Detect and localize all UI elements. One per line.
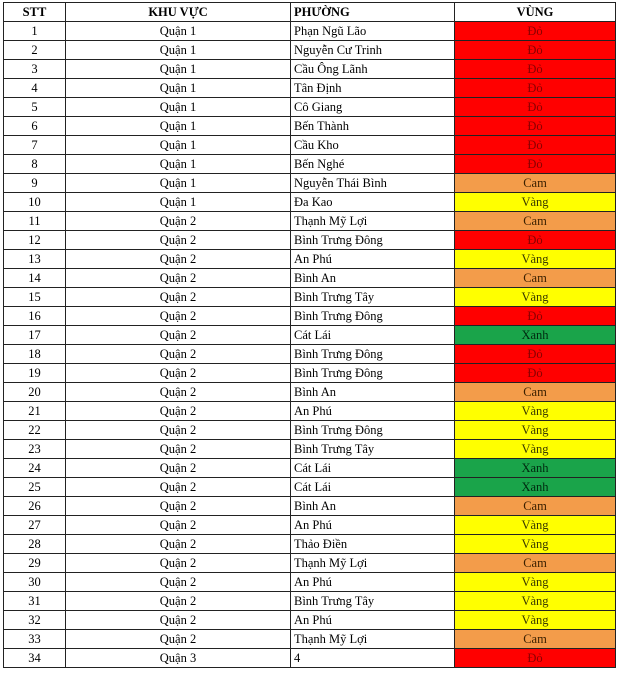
cell-zone: Đỏ — [455, 98, 616, 117]
cell-ward: Bình Trưng Tây — [291, 288, 455, 307]
table-row — [4, 611, 616, 630]
cell-area: Quận 1 — [66, 193, 291, 212]
table-row — [4, 117, 616, 136]
cell-area: Quận 2 — [66, 630, 291, 649]
cell-ward: Bình Trưng Đông — [291, 345, 455, 364]
cell-ward: An Phú — [291, 611, 455, 630]
cell-ward: Bình Trưng Tây — [291, 592, 455, 611]
cell-zone: Cam — [455, 212, 616, 231]
table-row — [4, 231, 616, 250]
cell-ward: Bình Trưng Đông — [291, 421, 455, 440]
cell-ward: An Phú — [291, 250, 455, 269]
cell-ward: Cát Lái — [291, 459, 455, 478]
cell-area: Quận 2 — [66, 269, 291, 288]
cell-stt: 2 — [4, 41, 66, 60]
table-row — [4, 326, 616, 345]
cell-stt: 24 — [4, 459, 66, 478]
cell-area: Quận 1 — [66, 41, 291, 60]
cell-ward: Thảo Điền — [291, 535, 455, 554]
cell-stt: 17 — [4, 326, 66, 345]
cell-stt: 4 — [4, 79, 66, 98]
cell-stt: 32 — [4, 611, 66, 630]
cell-stt: 18 — [4, 345, 66, 364]
cell-ward: Nguyễn Thái Bình — [291, 174, 455, 193]
table-row — [4, 193, 616, 212]
cell-stt: 30 — [4, 573, 66, 592]
cell-ward: Thạnh Mỹ Lợi — [291, 212, 455, 231]
cell-zone: Đỏ — [455, 22, 616, 41]
cell-zone: Đỏ — [455, 136, 616, 155]
cell-stt: 29 — [4, 554, 66, 573]
zone-table — [3, 2, 616, 668]
cell-ward: Nguyễn Cư Trinh — [291, 41, 455, 60]
cell-area: Quận 2 — [66, 611, 291, 630]
cell-zone: Vàng — [455, 573, 616, 592]
cell-zone: Vàng — [455, 440, 616, 459]
cell-zone: Đỏ — [455, 117, 616, 136]
cell-area: Quận 2 — [66, 516, 291, 535]
cell-stt: 14 — [4, 269, 66, 288]
header-stt: STT — [4, 3, 66, 22]
cell-zone: Vàng — [455, 402, 616, 421]
cell-zone: Đỏ — [455, 231, 616, 250]
cell-ward: Bình Trưng Đông — [291, 307, 455, 326]
cell-stt: 1 — [4, 22, 66, 41]
cell-stt: 23 — [4, 440, 66, 459]
cell-stt: 31 — [4, 592, 66, 611]
cell-zone: Vàng — [455, 611, 616, 630]
cell-zone: Đỏ — [455, 79, 616, 98]
cell-stt: 34 — [4, 649, 66, 668]
cell-area: Quận 2 — [66, 307, 291, 326]
cell-ward: Cầu Kho — [291, 136, 455, 155]
cell-stt: 8 — [4, 155, 66, 174]
cell-ward: Bình An — [291, 497, 455, 516]
table-row — [4, 250, 616, 269]
cell-zone: Cam — [455, 269, 616, 288]
cell-stt: 12 — [4, 231, 66, 250]
cell-zone: Xanh — [455, 459, 616, 478]
cell-ward: Thạnh Mỹ Lợi — [291, 630, 455, 649]
cell-area: Quận 1 — [66, 155, 291, 174]
cell-stt: 9 — [4, 174, 66, 193]
table-row — [4, 212, 616, 231]
cell-stt: 3 — [4, 60, 66, 79]
table-row — [4, 345, 616, 364]
table-row — [4, 60, 616, 79]
cell-area: Quận 1 — [66, 117, 291, 136]
cell-stt: 19 — [4, 364, 66, 383]
table-row — [4, 41, 616, 60]
table-row — [4, 497, 616, 516]
cell-zone: Cam — [455, 383, 616, 402]
table-row — [4, 364, 616, 383]
table-row — [4, 535, 616, 554]
table-row — [4, 402, 616, 421]
cell-ward: Đa Kao — [291, 193, 455, 212]
cell-stt: 20 — [4, 383, 66, 402]
table-row — [4, 288, 616, 307]
cell-zone: Đỏ — [455, 345, 616, 364]
cell-ward: Bến Thành — [291, 117, 455, 136]
table-row — [4, 516, 616, 535]
cell-stt: 11 — [4, 212, 66, 231]
cell-ward: Bình Trưng Đông — [291, 231, 455, 250]
cell-zone: Đỏ — [455, 364, 616, 383]
cell-zone: Vàng — [455, 592, 616, 611]
cell-ward: Thạnh Mỹ Lợi — [291, 554, 455, 573]
table-row — [4, 136, 616, 155]
cell-ward: Tân Định — [291, 79, 455, 98]
table-header — [4, 3, 616, 22]
cell-zone: Vàng — [455, 288, 616, 307]
cell-area: Quận 2 — [66, 478, 291, 497]
table-row — [4, 174, 616, 193]
cell-area: Quận 3 — [66, 649, 291, 668]
cell-zone: Vàng — [455, 250, 616, 269]
cell-area: Quận 2 — [66, 459, 291, 478]
table-row — [4, 554, 616, 573]
table-row — [4, 592, 616, 611]
table-row — [4, 649, 616, 668]
table-row — [4, 440, 616, 459]
header-area: KHU VỰC — [66, 3, 291, 22]
cell-zone: Cam — [455, 554, 616, 573]
cell-area: Quận 2 — [66, 440, 291, 459]
cell-zone: Vàng — [455, 535, 616, 554]
cell-ward: 4 — [291, 649, 455, 668]
cell-area: Quận 1 — [66, 60, 291, 79]
cell-stt: 15 — [4, 288, 66, 307]
table-row — [4, 155, 616, 174]
cell-zone: Đỏ — [455, 41, 616, 60]
cell-stt: 26 — [4, 497, 66, 516]
cell-area: Quận 1 — [66, 22, 291, 41]
cell-zone: Đỏ — [455, 155, 616, 174]
cell-area: Quận 2 — [66, 554, 291, 573]
cell-area: Quận 2 — [66, 402, 291, 421]
cell-stt: 16 — [4, 307, 66, 326]
cell-stt: 33 — [4, 630, 66, 649]
cell-stt: 25 — [4, 478, 66, 497]
cell-zone: Vàng — [455, 516, 616, 535]
cell-ward: An Phú — [291, 402, 455, 421]
table-row — [4, 573, 616, 592]
cell-ward: Cô Giang — [291, 98, 455, 117]
cell-area: Quận 1 — [66, 136, 291, 155]
cell-ward: Cát Lái — [291, 478, 455, 497]
cell-area: Quận 2 — [66, 421, 291, 440]
table-body — [4, 22, 616, 668]
cell-area: Quận 2 — [66, 250, 291, 269]
header-zone: VÙNG — [455, 3, 616, 22]
table-row — [4, 307, 616, 326]
cell-stt: 27 — [4, 516, 66, 535]
cell-ward: An Phú — [291, 516, 455, 535]
cell-zone: Xanh — [455, 326, 616, 345]
cell-area: Quận 2 — [66, 288, 291, 307]
cell-zone: Đỏ — [455, 307, 616, 326]
cell-area: Quận 2 — [66, 497, 291, 516]
cell-area: Quận 2 — [66, 573, 291, 592]
table-row — [4, 269, 616, 288]
cell-stt: 22 — [4, 421, 66, 440]
cell-stt: 28 — [4, 535, 66, 554]
cell-area: Quận 2 — [66, 231, 291, 250]
table-row — [4, 98, 616, 117]
cell-area: Quận 1 — [66, 98, 291, 117]
cell-stt: 21 — [4, 402, 66, 421]
cell-area: Quận 2 — [66, 535, 291, 554]
cell-ward: Bình Trưng Đông — [291, 364, 455, 383]
cell-zone: Cam — [455, 497, 616, 516]
cell-ward: Phạn Ngũ Lão — [291, 22, 455, 41]
header-row — [4, 3, 616, 22]
cell-ward: Cát Lái — [291, 326, 455, 345]
cell-ward: An Phú — [291, 573, 455, 592]
cell-ward: Bình An — [291, 269, 455, 288]
cell-ward: Bình Trưng Tây — [291, 440, 455, 459]
cell-zone: Đỏ — [455, 649, 616, 668]
cell-zone: Cam — [455, 174, 616, 193]
cell-area: Quận 2 — [66, 592, 291, 611]
table-row — [4, 478, 616, 497]
cell-area: Quận 2 — [66, 212, 291, 231]
table-row — [4, 421, 616, 440]
table-row — [4, 383, 616, 402]
cell-stt: 5 — [4, 98, 66, 117]
cell-area: Quận 2 — [66, 383, 291, 402]
table-row — [4, 459, 616, 478]
cell-area: Quận 2 — [66, 345, 291, 364]
cell-ward: Bình An — [291, 383, 455, 402]
table-row — [4, 79, 616, 98]
cell-stt: 10 — [4, 193, 66, 212]
header-ward: PHƯỜNG — [291, 3, 455, 22]
cell-zone: Vàng — [455, 421, 616, 440]
cell-area: Quận 1 — [66, 79, 291, 98]
cell-ward: Bến Nghé — [291, 155, 455, 174]
cell-zone: Đỏ — [455, 60, 616, 79]
cell-stt: 6 — [4, 117, 66, 136]
cell-ward: Cầu Ông Lãnh — [291, 60, 455, 79]
cell-zone: Xanh — [455, 478, 616, 497]
cell-stt: 7 — [4, 136, 66, 155]
cell-stt: 13 — [4, 250, 66, 269]
table-row — [4, 630, 616, 649]
cell-area: Quận 2 — [66, 364, 291, 383]
cell-zone: Cam — [455, 630, 616, 649]
cell-area: Quận 2 — [66, 326, 291, 345]
cell-zone: Vàng — [455, 193, 616, 212]
cell-area: Quận 1 — [66, 174, 291, 193]
table-row — [4, 22, 616, 41]
